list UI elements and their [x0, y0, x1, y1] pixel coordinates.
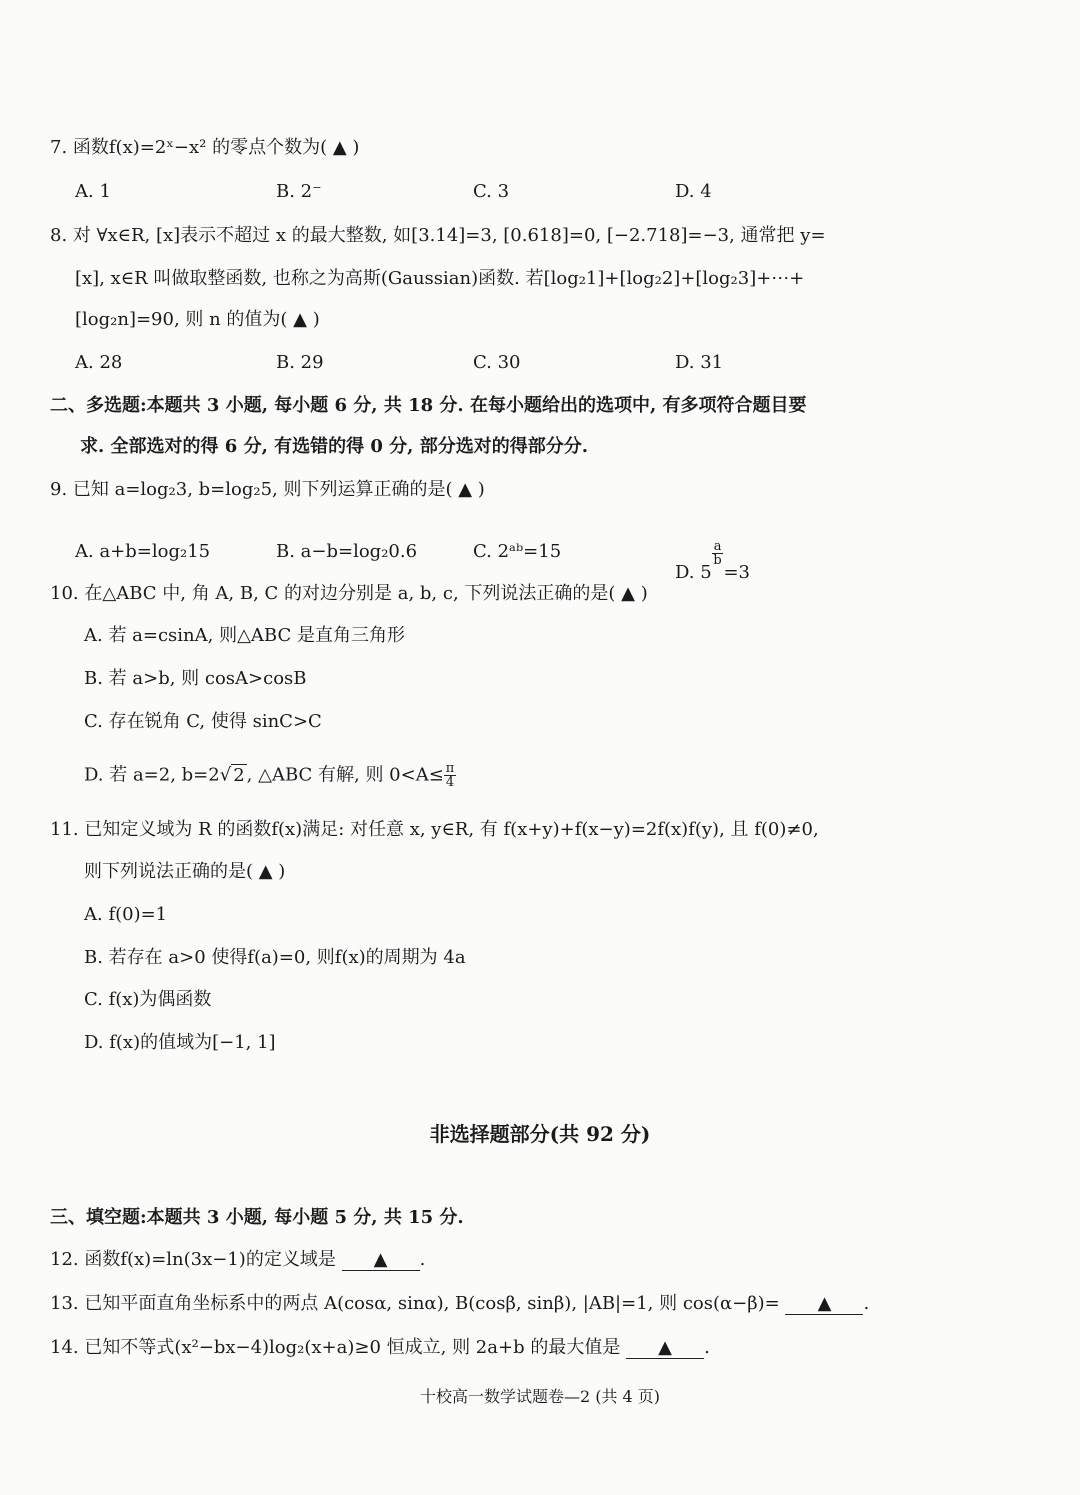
- q13-stem: 13. 已知平面直角坐标系中的两点 A(cosα, sinα), B(cosβ, sinβ), |AB|=1, 则 cos(α−β)=: [50, 1293, 780, 1314]
- q14-stem: 14. 已知不等式(x²−bx−4)log₂(x+a)≥0 恒成立, 则 2a+b 的最大值是: [50, 1337, 621, 1358]
- q13-period: .: [863, 1293, 870, 1314]
- q11-option-a: A. f(0)=1: [84, 904, 168, 925]
- part-title: 非选择题部分(共 92 分): [429, 1122, 651, 1146]
- q7-option-c: C. 3: [473, 181, 510, 202]
- q12: [50, 1248, 425, 1272]
- q7-option-a: A. 1: [75, 181, 111, 202]
- q9-option-d: [675, 540, 750, 585]
- q12-stem: 12. 函数f(x)=ln(3x−1)的定义域是: [50, 1249, 336, 1270]
- q10-option-b: B. 若 a>b, 则 cosA>cosB: [84, 668, 307, 689]
- q8-line-3: [log₂n]=90, 则 n 的值为( ▲ ): [75, 309, 320, 330]
- section2-instructions: 求. 全部选对的得 6 分, 有选错的得 0 分, 部分选对的得部分分.: [80, 436, 588, 457]
- q10-option-c: C. 存在锐角 C, 使得 sinC>C: [84, 711, 322, 732]
- q9-exp-numerator: a: [713, 539, 722, 554]
- section2-heading: 二、多选题:本题共 3 小题, 每小题 6 分, 共 18 分. 在每小题给出的选项中, 有多项符合题目要: [50, 395, 807, 416]
- q11-option-c: C. f(x)为偶函数: [84, 989, 212, 1010]
- q14: [50, 1336, 710, 1360]
- q8-option-d: D. 31: [675, 352, 724, 373]
- q11-line-1: 11. 已知定义域为 R 的函数f(x)满足: 对任意 x, y∈R, 有 f(x+y)+f(x−y)=2f(x)f(y), 且 f(0)≠0,: [50, 819, 819, 840]
- q7-option-b: B. 2⁻: [276, 181, 322, 202]
- q9-stem: 9. 已知 a=log₂3, b=log₂5, 则下列运算正确的是( ▲ ): [50, 479, 485, 500]
- q10-option-d: [84, 762, 456, 789]
- q8-line-2: [x], x∈R 叫做取整函数, 也称之为高斯(Gaussian)函数. 若[log₂1]+[log₂2]+[log₂3]+⋯+: [75, 268, 805, 289]
- q14-period: .: [704, 1337, 710, 1358]
- q13-answer-blank: ▲: [785, 1294, 863, 1315]
- q10-option-d-middle: , △ABC 有解, 则 0<A≤: [246, 764, 444, 786]
- q11-line-2: 则下列说法正确的是( ▲ ): [84, 861, 286, 882]
- q12-answer-blank: ▲: [342, 1250, 420, 1271]
- q9-option-c: C. 2ᵃᵇ=15: [473, 541, 562, 562]
- q7-stem: 7. 函数f(x)=2ˣ−x² 的零点个数为( ▲ ): [50, 137, 360, 158]
- q10-option-a: A. 若 a=csinA, 则△ABC 是直角三角形: [84, 625, 405, 646]
- q13: [50, 1292, 869, 1316]
- q11-option-b: B. 若存在 a>0 使得f(a)=0, 则f(x)的周期为 4a: [84, 947, 466, 968]
- q10-stem: 10. 在△ABC 中, 角 A, B, C 的对边分别是 a, b, c, 下列说法正确的是( ▲ ): [50, 583, 648, 604]
- q9-option-d-base: D. 5: [675, 562, 712, 583]
- q14-answer-blank: ▲: [626, 1338, 704, 1359]
- q8-option-b: B. 29: [276, 352, 324, 373]
- q9-option-d-exponent: [712, 540, 724, 567]
- q10-option-d-prefix: D. 若 a=2, b=2√: [84, 764, 232, 786]
- q9-option-d-result: =3: [723, 562, 750, 583]
- q9-exp-denominator: b: [713, 553, 722, 568]
- q10-frac-denominator: 4: [445, 775, 455, 790]
- q8-line-1: 8. 对 ∀x∈R, [x]表示不超过 x 的最大整数, 如[3.14]=3, [0.618]=0, [−2.718]=−3, 通常把 y=: [50, 225, 826, 246]
- page-footer: 十校高一数学试题卷—2 (共 4 页): [419, 1387, 661, 1406]
- section3-heading: 三、填空题:本题共 3 小题, 每小题 5 分, 共 15 分.: [50, 1207, 464, 1228]
- q10-option-d-radicand: 2: [233, 764, 245, 786]
- q12-period: .: [419, 1249, 426, 1270]
- q10-option-d-fraction: [444, 762, 457, 789]
- q9-option-b: B. a−b=log₂0.6: [276, 541, 418, 562]
- q7-option-d: D. 4: [675, 181, 712, 202]
- q11-option-d: D. f(x)的值域为[−1, 1]: [84, 1032, 276, 1053]
- q10-frac-numerator: π: [445, 761, 455, 776]
- q9-option-a: A. a+b=log₂15: [75, 541, 211, 562]
- q8-option-c: C. 30: [473, 352, 521, 373]
- q8-option-a: A. 28: [75, 352, 123, 373]
